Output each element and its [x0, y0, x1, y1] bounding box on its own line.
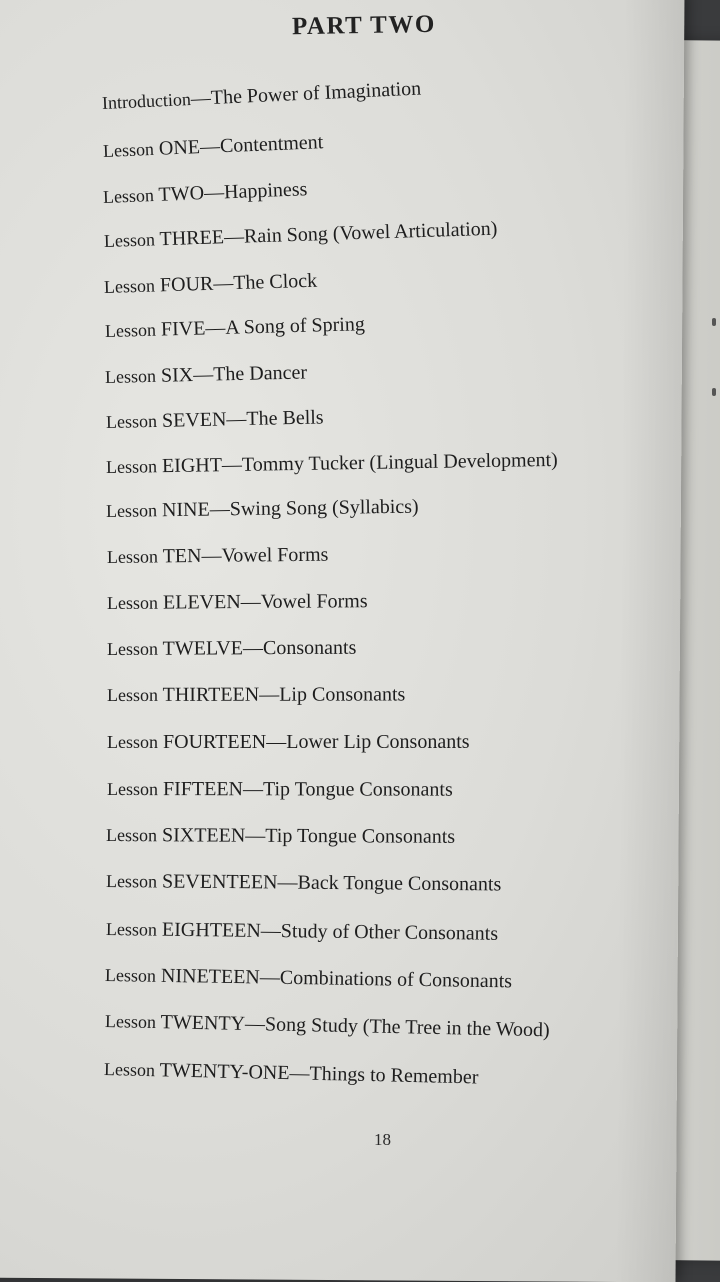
toc-entry-lead: Lesson — [105, 825, 158, 846]
toc-entry-title: TWENTY-ONE—Things to Remember — [159, 1059, 479, 1089]
toc-entry-title: FIVE—A Song of Spring — [160, 313, 366, 341]
toc-entry-lead: Lesson — [105, 500, 158, 521]
toc-entry-title: THREE—Rain Song (Vowel Articulation) — [159, 217, 498, 251]
toc-entry-lesson-nine — [106, 496, 419, 523]
toc-entry-lead: Introduction — [101, 88, 192, 113]
toc-entry-lead: Lesson — [105, 410, 158, 432]
toc-entry-title: FOURTEEN—Lower Lip Consonants — [163, 731, 470, 753]
toc-entry-lead: Lesson — [103, 229, 156, 251]
toc-entry-lesson-fifteen — [107, 778, 453, 802]
toc-entry-lesson-twelve — [107, 637, 356, 661]
toc-entry-introduction — [101, 78, 421, 115]
toc-entry-lead: Lesson — [107, 732, 158, 752]
toc-entry-title: ELEVEN—Vowel Forms — [162, 590, 368, 614]
toc-entry-lead: Lesson — [104, 365, 157, 387]
toc-entry-title: NINE—Swing Song (Syllabics) — [161, 495, 419, 522]
toc-entry-title: ONE—Contentment — [158, 131, 324, 160]
toc-entry-title: EIGHTEEN—Study of Other Consonants — [161, 918, 499, 945]
toc-entry-lesson-two — [103, 178, 308, 209]
page-number: 18 — [374, 1130, 391, 1149]
toc-entry-title: FOUR—The Clock — [159, 269, 318, 297]
toc-entry-title: SEVEN—The Bells — [161, 406, 324, 432]
toc-entry-lead: Lesson — [106, 684, 159, 705]
toc-entry-lesson-eight — [106, 449, 558, 479]
toc-entry-title: THIRTEEN—Lip Consonants — [162, 683, 406, 706]
toc-entry-lead: Lesson — [104, 319, 157, 341]
toc-entry-title: TEN—Vowel Forms — [162, 543, 329, 568]
toc-entry-lesson-twenty — [105, 1010, 550, 1042]
toc-entry-lesson-twenty-one — [104, 1058, 479, 1089]
toc-entry-lead: Lesson — [104, 1011, 157, 1033]
toc-entry-title: SIXTEEN—Tip Tongue Consonants — [161, 824, 456, 848]
toc-entry-lesson-sixteen — [106, 824, 455, 849]
toc-entry-lead: Lesson — [106, 638, 159, 659]
toc-entry-lead: Lesson — [106, 546, 159, 567]
toc-entry-lead: Lesson — [103, 1059, 156, 1081]
toc-entry-title: TWENTY—Song Study (The Tree in the Wood) — [160, 1011, 550, 1042]
toc-entry-title: NINETEEN—Combinations of Consonants — [160, 964, 513, 993]
toc-entry-lead: Lesson — [102, 138, 155, 161]
toc-entry-lesson-three — [104, 218, 498, 253]
toc-entry-lead: Lesson — [105, 919, 158, 940]
toc-entry-lesson-fourteen — [107, 731, 470, 754]
toc-entry-title: SEVENTEEN—Back Tongue Consonants — [161, 870, 502, 896]
toc-entry-lesson-nineteen — [105, 964, 512, 993]
toc-entry-lesson-five — [105, 313, 365, 343]
toc-entry-lead: Lesson — [102, 185, 155, 207]
toc-entry-lesson-seven — [106, 406, 324, 434]
toc-entry-lead: Lesson — [104, 965, 157, 986]
toc-entry-title: —The Power of Imagination — [190, 77, 422, 110]
toc-entry-lead: Lesson — [106, 592, 159, 613]
toc-entry-lesson-thirteen — [107, 683, 405, 707]
toc-entry-lesson-six — [105, 361, 308, 389]
toc-entry-lead: Lesson — [103, 275, 156, 297]
toc-entry-lead: Lesson — [105, 871, 158, 892]
toc-entry-lesson-eighteen — [106, 918, 498, 946]
toc-entry-title: EIGHT—Tommy Tucker (Lingual Development) — [161, 448, 558, 478]
toc-entry-lesson-eleven — [107, 590, 368, 615]
toc-entry-title: FIFTEEN—Tip Tongue Consonants — [162, 778, 453, 801]
toc-entry-lead: Lesson — [105, 456, 158, 477]
toc-entry-lesson-seventeen — [106, 870, 501, 896]
toc-entry-title: TWELVE—Consonants — [162, 636, 357, 660]
toc-entry-lesson-ten — [107, 544, 329, 569]
toc-entry-lesson-four — [104, 270, 318, 299]
toc-entry-lesson-one — [103, 131, 324, 163]
section-heading: PART TWO — [291, 10, 437, 41]
toc-entry-lead: Lesson — [106, 779, 159, 800]
toc-entry-title: TWO—Happiness — [158, 178, 308, 206]
toc-entry-title: SIX—The Dancer — [160, 361, 308, 387]
